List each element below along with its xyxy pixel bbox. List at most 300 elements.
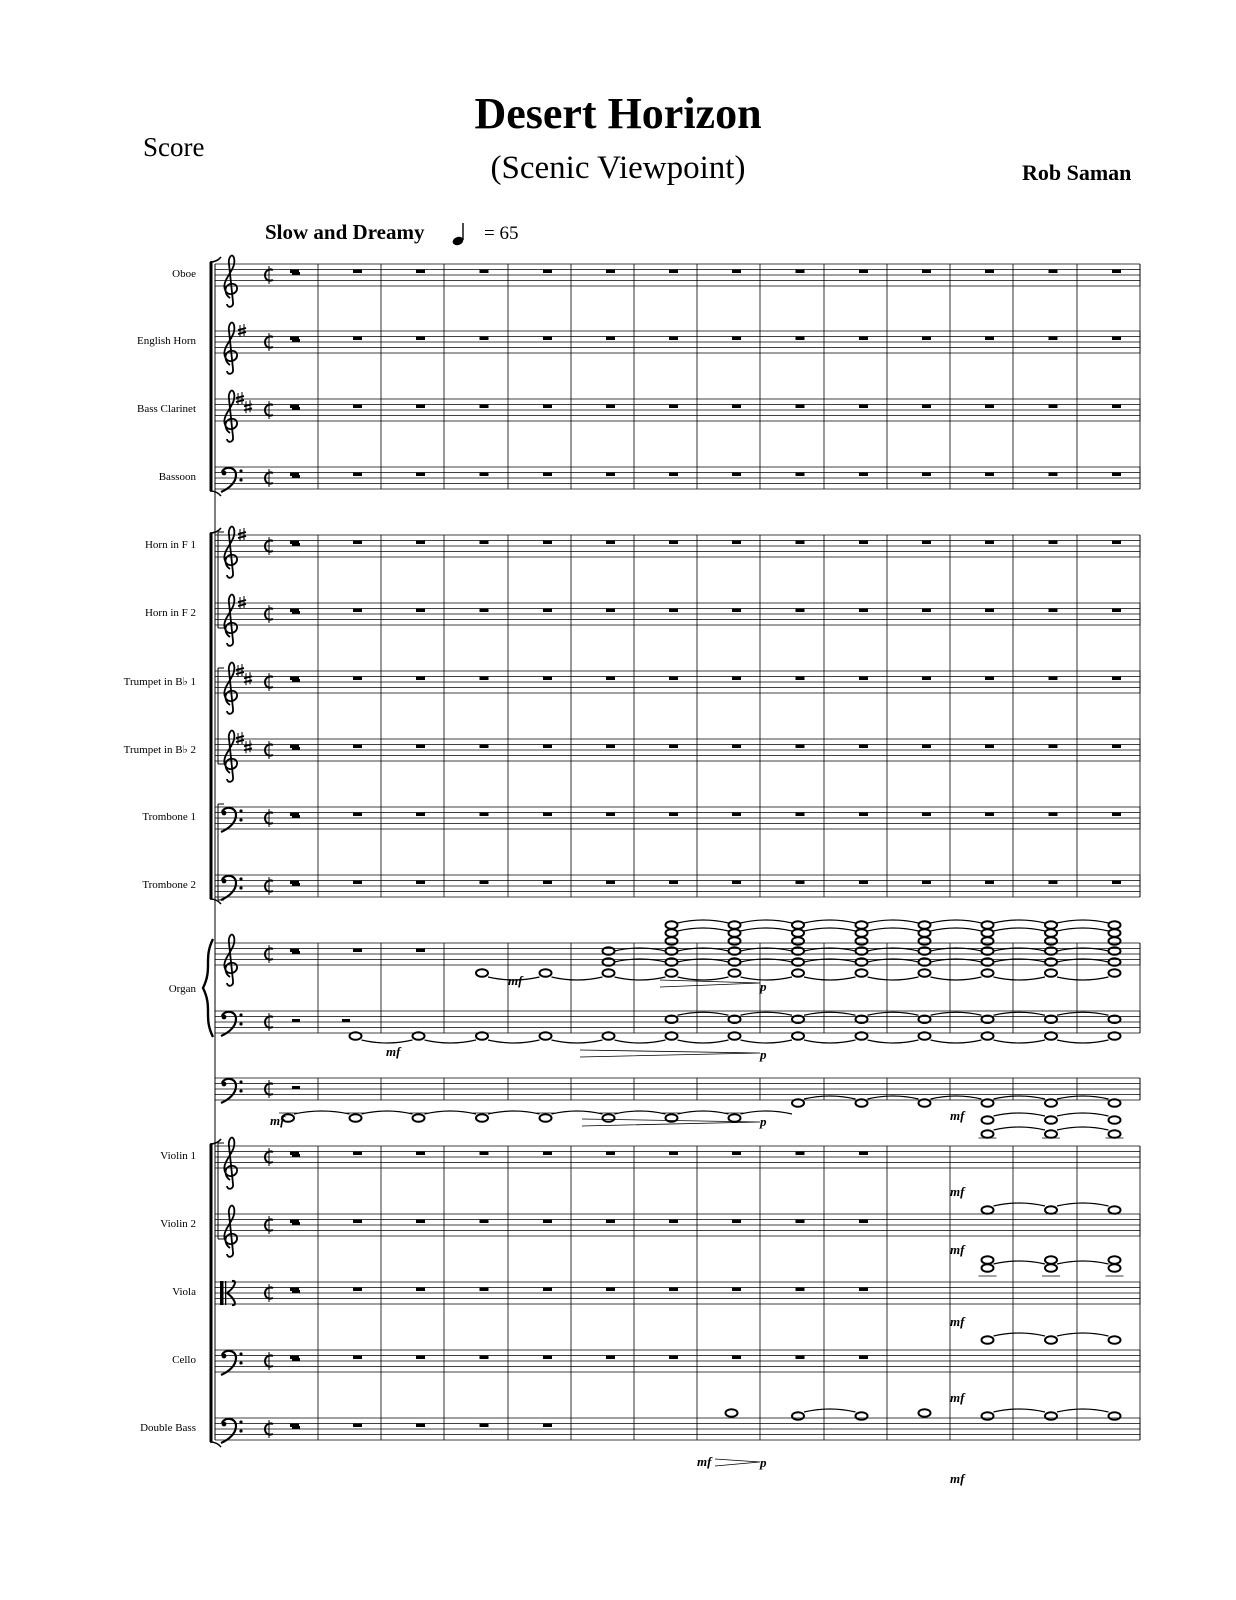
whole-rest-icon [480,677,489,681]
whole-note [1045,969,1057,977]
whole-rest-icon [606,881,615,885]
whole-rest-icon [290,1424,299,1428]
tie [1057,1096,1109,1099]
instrument-label: English Horn [137,335,196,347]
whole-note [982,969,994,977]
whole-note [1045,1130,1057,1138]
whole-rest-icon [480,1220,489,1224]
whole-rest-icon [859,405,868,409]
staff [215,256,1140,307]
whole-rest-icon [922,405,931,409]
instrument-label: Violin 1 [160,1150,196,1162]
whole-rest-icon [290,337,299,341]
treble-clef-icon [224,731,237,782]
tie [931,928,982,931]
staff [215,1281,1140,1305]
whole-rest-icon [796,473,805,477]
whole-rest-icon [290,1288,299,1292]
whole-rest-icon [416,1220,425,1224]
whole-rest-icon [416,609,425,613]
whole-rest-icon [1049,881,1058,885]
whole-rest-icon [859,270,868,274]
pedal-notes [270,1096,1121,1129]
whole-rest-icon [416,881,425,885]
tie [678,1111,729,1114]
tie [615,1040,666,1043]
tie [804,977,856,980]
whole-rest-icon [985,609,994,613]
whole-rest-icon [1112,405,1121,409]
tie [615,977,666,980]
whole-rest-icon [796,337,805,341]
whole-rest-icon [353,1152,362,1156]
tie [1057,977,1109,980]
tie [678,1040,729,1043]
whole-note [666,929,678,937]
whole-rest-icon [796,1288,805,1292]
whole-rest-icon [985,473,994,477]
whole-rest-icon [669,337,678,341]
whole-rest-icon [669,609,678,613]
whole-rest-icon [796,677,805,681]
staff [215,875,1140,900]
whole-rest-icon [1049,813,1058,817]
whole-rest-icon [606,1220,615,1224]
whole-rest-icon [353,1220,362,1224]
tie [678,928,729,931]
whole-rest-icon [985,745,994,749]
tie [994,1096,1046,1099]
whole-rest-icon [543,1152,552,1156]
whole-rest-icon [1112,337,1121,341]
alto-clef-icon [220,1281,224,1305]
staff [215,1078,1140,1103]
treble-clef-icon [224,663,237,714]
dynamic-mf: mf [950,1314,965,1329]
whole-note [729,969,741,977]
tie [868,1040,919,1043]
piece-subtitle: (Scenic Viewpoint) [490,150,746,186]
whole-note [856,969,868,977]
whole-rest-icon [606,405,615,409]
whole-rest-icon [732,405,741,409]
whole-rest-icon [606,473,615,477]
whole-rest-icon [985,813,994,817]
whole-rest-icon [416,473,425,477]
instrument-label: Trombone 1 [142,811,196,823]
whole-rest-icon [732,1288,741,1292]
whole-note [413,1114,425,1122]
instrument-label: Oboe [172,268,196,280]
staff [215,467,1140,492]
dynamic-p: p [760,979,767,994]
whole-rest-icon [1112,745,1121,749]
whole-rest-icon [416,677,425,681]
tie [994,977,1046,980]
tie [1057,1113,1109,1116]
whole-note [1109,921,1121,929]
whole-rest-icon [480,1356,489,1360]
whole-rest-icon [669,541,678,545]
tie [678,920,729,923]
whole-rest-icon [985,270,994,274]
staff [215,391,1140,442]
whole-rest-icon [543,473,552,477]
string-notes [950,1108,1121,1138]
tempo-marking: Slow and Dreamy [265,220,425,244]
whole-rest-icon [985,405,994,409]
whole-rest-icon [543,405,552,409]
whole-rest-icon [1112,270,1121,274]
whole-rest-icon [353,949,362,953]
whole-rest-icon [290,949,299,953]
whole-rest-icon [480,881,489,885]
whole-note [792,1412,804,1420]
tie [294,1111,350,1114]
whole-rest-icon [1112,541,1121,545]
instrument-label: Double Bass [140,1422,196,1434]
whole-note [1045,1206,1057,1214]
whole-note [666,969,678,977]
tie [1057,1203,1109,1206]
whole-note [982,937,994,945]
whole-note [856,929,868,937]
instrument-label: Cello [172,1354,196,1366]
whole-rest-icon [416,949,425,953]
instrument-label: Horn in F 2 [144,607,196,619]
whole-rest-icon [416,1356,425,1360]
whole-rest-icon [732,813,741,817]
whole-rest-icon [669,1288,678,1292]
whole-rest-icon [1112,813,1121,817]
whole-rest-icon [290,405,299,409]
tie [868,1012,919,1015]
viola-notes [950,1256,1124,1486]
whole-note [476,969,488,977]
whole-note [792,929,804,937]
whole-rest-icon [669,813,678,817]
whole-rest-icon [732,473,741,477]
tie [804,1040,856,1043]
tie [1057,1409,1109,1412]
whole-note [666,921,678,929]
tie [868,920,919,923]
whole-note [1045,929,1057,937]
whole-rest-icon [1049,337,1058,341]
whole-rest-icon [669,473,678,477]
whole-rest-icon [859,1356,868,1360]
whole-rest-icon [353,609,362,613]
whole-rest-icon [859,881,868,885]
tie [994,1203,1046,1206]
half-rest-icon [292,1019,300,1022]
tie [425,1111,477,1114]
whole-note [982,1206,994,1214]
instrument-label: Bass Clarinet [137,403,196,415]
staff [215,527,1140,578]
whole-rest-icon [669,677,678,681]
whole-rest-icon [669,405,678,409]
dynamic-p: p [760,1455,767,1470]
whole-rest-icon [922,270,931,274]
staff [215,807,1140,832]
whole-rest-icon [606,541,615,545]
whole-rest-icon [859,541,868,545]
whole-rest-icon [1049,270,1058,274]
whole-note [603,1114,615,1122]
instrument-label: Trumpet in B♭ 2 [123,744,196,756]
piece-title: Desert Horizon [474,89,762,138]
tie [1057,928,1109,931]
whole-rest-icon [606,609,615,613]
whole-note [982,929,994,937]
whole-note [729,929,741,937]
half-rest-icon [292,1086,300,1089]
whole-rest-icon [543,1356,552,1360]
tie [552,1040,603,1043]
tie [931,920,982,923]
whole-note [1109,1412,1121,1420]
whole-note [856,1412,868,1420]
whole-rest-icon [732,609,741,613]
whole-rest-icon [416,1288,425,1292]
treble-clef-icon [224,1206,237,1257]
string-notes [950,1184,1121,1214]
tie [994,920,1046,923]
tie [1057,1127,1109,1130]
organ-rh-notes [476,920,1121,994]
whole-rest-icon [922,541,931,545]
violin1-high-notes [979,1113,1124,1138]
whole-rest-icon [985,881,994,885]
whole-rest-icon [290,541,299,545]
whole-rest-icon [859,813,868,817]
staff [215,1418,1140,1443]
tie [994,1040,1046,1043]
whole-rest-icon [796,270,805,274]
staff [215,1138,1140,1189]
staff [215,323,1140,374]
whole-note [726,1409,738,1417]
composer-name: Rob Saman [1022,160,1132,185]
whole-rest-icon [859,337,868,341]
whole-rest-icon [543,677,552,681]
whole-rest-icon [480,270,489,274]
whole-rest-icon [480,541,489,545]
tie [1057,1040,1109,1043]
whole-rest-icon [353,677,362,681]
tie [741,920,793,923]
whole-rest-icon [859,473,868,477]
instrument-label: Trombone 2 [142,879,196,891]
dynamic-mf: mf [950,1242,965,1257]
whole-rest-icon [732,270,741,274]
treble-clef-icon [224,256,237,307]
whole-rest-icon [290,1356,299,1360]
dynamic-p: p [760,1047,767,1062]
tie [868,1096,919,1099]
staff [215,663,1140,714]
treble-clef-icon [224,595,237,646]
whole-rest-icon [353,270,362,274]
whole-rest-icon [290,813,299,817]
whole-rest-icon [859,1288,868,1292]
instrument-label: Trumpet in B♭ 1 [123,676,196,688]
whole-rest-icon [922,881,931,885]
whole-rest-icon [669,881,678,885]
tie [804,1409,856,1412]
whole-rest-icon [732,541,741,545]
whole-rest-icon [732,337,741,341]
whole-note [1045,921,1057,929]
whole-rest-icon [796,405,805,409]
whole-rest-icon [985,337,994,341]
tie [994,1409,1046,1412]
whole-rest-icon [859,609,868,613]
whole-note [919,1409,931,1417]
whole-rest-icon [353,1356,362,1360]
whole-rest-icon [1049,677,1058,681]
tie [994,1012,1046,1015]
whole-rest-icon [732,745,741,749]
tie [678,977,729,980]
whole-rest-icon [416,1424,425,1428]
whole-note [1045,1264,1057,1272]
whole-rest-icon [985,541,994,545]
whole-note [982,1412,994,1420]
whole-rest-icon [416,541,425,545]
tie [678,1012,729,1015]
treble-clef-icon [224,935,237,986]
tie [615,1111,666,1114]
whole-note [603,969,615,977]
tie [994,1261,1046,1264]
tie [931,977,982,980]
whole-rest-icon [796,745,805,749]
whole-note [1109,929,1121,937]
whole-rest-icon [669,745,678,749]
whole-rest-icon [1049,541,1058,545]
whole-rest-icon [859,745,868,749]
whole-rest-icon [480,1424,489,1428]
whole-rest-icon [1049,609,1058,613]
whole-note [856,921,868,929]
score-label: Score [143,132,205,162]
whole-rest-icon [669,1220,678,1224]
whole-note [666,937,678,945]
whole-rest-icon [922,813,931,817]
tie [1057,1012,1109,1015]
whole-rest-icon [1112,609,1121,613]
whole-rest-icon [480,1152,489,1156]
whole-rest-icon [796,1220,805,1224]
tie [804,920,856,923]
whole-rest-icon [480,745,489,749]
whole-rest-icon [480,609,489,613]
whole-rest-icon [353,1424,362,1428]
tie [1057,920,1109,923]
whole-note [1109,1264,1121,1272]
whole-rest-icon [796,1356,805,1360]
dynamic-mf: mf [950,1471,965,1486]
whole-note [1045,1336,1057,1344]
string-notes [950,1314,1121,1344]
tie [362,1111,413,1114]
whole-note [1045,1412,1057,1420]
staff [215,1206,1140,1257]
whole-note [1109,1256,1121,1264]
whole-rest-icon [543,1424,552,1428]
whole-rest-icon [796,609,805,613]
organ-lh-notes [350,1012,1121,1062]
quarter-note-icon [451,223,464,247]
whole-rest-icon [543,609,552,613]
whole-rest-icon [543,541,552,545]
organ-brace [203,939,213,1037]
whole-rest-icon [1049,745,1058,749]
tie [931,1040,982,1043]
whole-rest-icon [606,1288,615,1292]
whole-rest-icon [796,881,805,885]
decrescendo-hairpin [580,1050,760,1057]
dynamic-mf: mf [950,1184,965,1199]
whole-rest-icon [606,677,615,681]
whole-rest-icon [353,473,362,477]
whole-rest-icon [796,813,805,817]
whole-rest-icon [353,337,362,341]
whole-rest-icon [796,1152,805,1156]
whole-note [982,921,994,929]
whole-note [919,969,931,977]
whole-rest-icon [859,677,868,681]
whole-rest-icon [669,270,678,274]
tie [994,1113,1046,1116]
string-notes [950,1390,1121,1420]
whole-rest-icon [480,405,489,409]
whole-note [1109,1336,1121,1344]
whole-rest-icon [480,337,489,341]
whole-rest-icon [669,1152,678,1156]
whole-rest-icon [732,881,741,885]
whole-rest-icon [290,609,299,613]
whole-note [919,921,931,929]
whole-rest-icon [416,270,425,274]
dynamic-mf: mf [508,973,523,988]
tie [1057,1333,1109,1336]
whole-rest-icon [732,677,741,681]
whole-rest-icon [543,270,552,274]
whole-note [792,937,804,945]
whole-note [1109,937,1121,945]
whole-note [792,969,804,977]
whole-note [729,1114,741,1122]
whole-note [1045,1256,1057,1264]
whole-rest-icon [480,1288,489,1292]
tie [741,1040,793,1043]
whole-rest-icon [1112,473,1121,477]
dynamic-mf: mf [950,1108,965,1123]
whole-rest-icon [353,405,362,409]
whole-note [540,1114,552,1122]
whole-rest-icon [353,541,362,545]
whole-rest-icon [290,677,299,681]
whole-rest-icon [353,1288,362,1292]
whole-rest-icon [543,1288,552,1292]
tie [488,1111,540,1114]
whole-rest-icon [922,745,931,749]
whole-rest-icon [922,609,931,613]
tie [552,1111,603,1114]
